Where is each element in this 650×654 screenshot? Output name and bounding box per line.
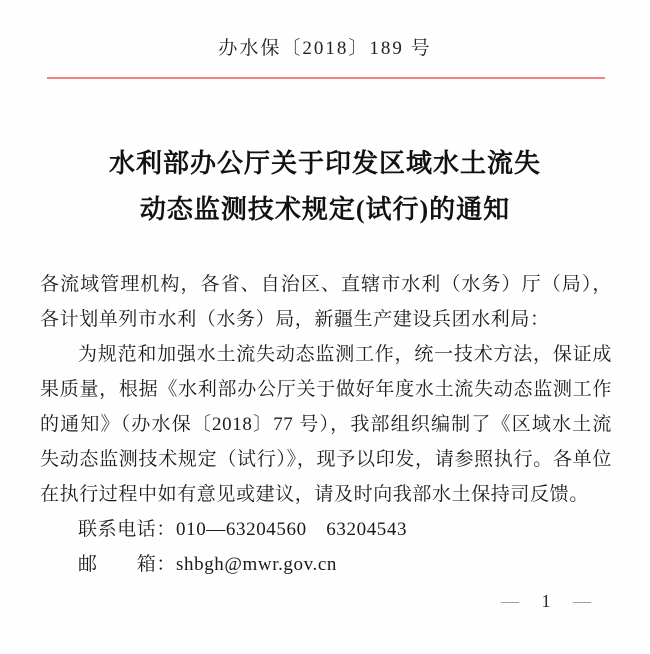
recipients-paragraph: 各流域管理机构，各省、自治区、直辖市水利（水务）厅（局），各计划单列市水利（水务）局，新疆生产建设兵团水利局： [40, 274, 612, 330]
document-title-line2: 动态监测技术规定(试行)的通知 [139, 195, 511, 224]
page-number-dash-left: — [501, 591, 520, 611]
page-number: 1 [541, 591, 552, 611]
page-footer [501, 591, 592, 612]
contact-email-line: 邮 箱：shbgh@mwr.gov.cn [78, 554, 337, 575]
page-number-dash-right: — [573, 591, 592, 611]
document-number: 办水保〔2018〕189 号 [218, 38, 432, 59]
contact-phone-line: 联系电话：010—63204560 63204543 [78, 519, 408, 540]
document-title [0, 141, 650, 233]
document-body [40, 267, 612, 582]
red-divider-line [47, 77, 605, 79]
main-paragraph: 为规范和加强水土流失动态监测工作，统一技术方法，保证成果质量，根据《水利部办公厅关于做好年度水土流失动态监测工作的通知》（办水保〔2018〕77 号），我部组织编制了《区域水土流失动态监测技术规定（试行）》，现予以印发，请参照执行。各单位在执行过程中如有意见或建议，请及时向我部水土保持司反馈。 [40, 344, 612, 505]
document-title-line1: 水利部办公厅关于印发区域水土流失 [108, 149, 541, 178]
